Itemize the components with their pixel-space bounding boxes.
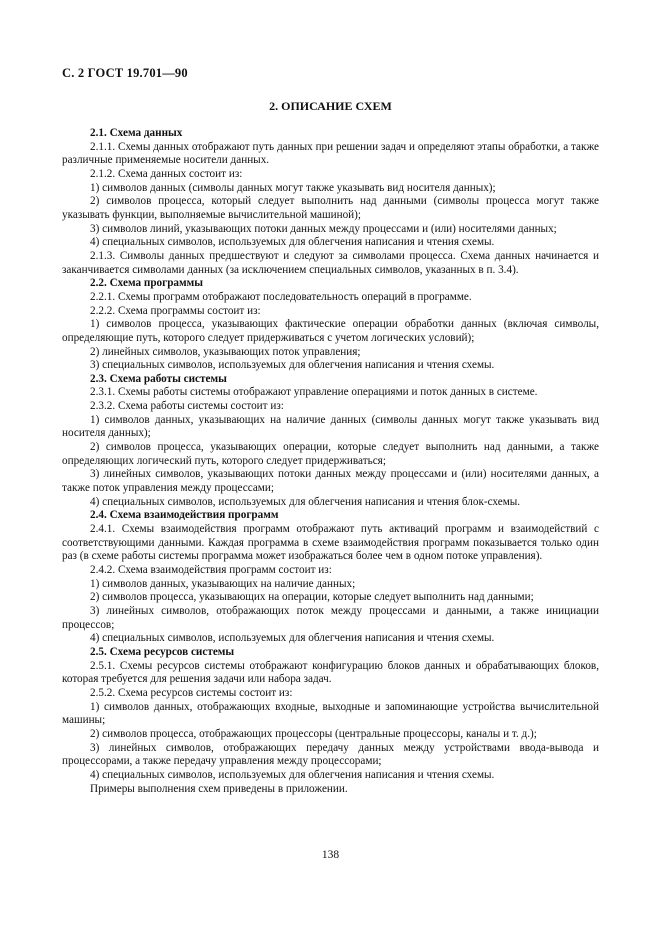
paragraph: 4) специальных символов, используемых для облегчения написания и чтения блок-схемы. <box>90 495 521 508</box>
paragraph: 3) специальных символов, используемых для облегчения написания и чтения схемы. <box>90 359 495 372</box>
paragraph: 3) линейных символов, отображающих поток между процессами и данными, а также инициации процессов; <box>62 604 599 631</box>
page-header: С. 2 ГОСТ 19.701—90 <box>62 66 188 80</box>
document-body <box>62 127 599 796</box>
paragraph: 2.5.1. Схемы ресурсов системы отображают конфигурацию блоков данных и обрабатывающих блоков, которая требуется для решения задачи или набора задач. <box>62 659 599 686</box>
paragraph: 1) символов процесса, указывающих фактические операции обработки данных (включая символы, определяющие путь, которого следует придерживаться с учетом логических условий); <box>62 318 599 344</box>
paragraph: 2) символов процесса, указывающих на операции, которые следует выполнить над данными; <box>90 591 534 604</box>
paragraph: 2.3.2. Схема работы системы состоит из: <box>90 400 284 413</box>
paragraph: 1) символов данных (символы данных могут также указывать вид носителя данных); <box>90 181 496 194</box>
paragraph: 2.1.1. Схемы данных отображают путь данных при решении задач и определяют этапы обработки, а также различные применяемые носители данных. <box>62 140 599 167</box>
subsection-heading: 2.3. Схема работы системы <box>90 372 227 385</box>
paragraph: 2.2.1. Схемы программ отображают последовательность операций в программе. <box>90 290 472 303</box>
paragraph: 2.5.2. Схема ресурсов системы состоит из: <box>90 686 293 699</box>
subsection-heading: 2.1. Схема данных <box>90 127 183 139</box>
subsection-heading: 2.4. Схема взаимодействия программ <box>90 509 279 522</box>
page-number: 138 <box>321 849 340 861</box>
paragraph: 2) символов процесса, отображающих процессоры (центральные процессоры, каналы и т. д.); <box>90 727 537 740</box>
subsection-heading: 2.5. Схема ресурсов системы <box>90 645 235 658</box>
paragraph: 4) специальных символов, используемых для облегчения написания и чтения схемы. <box>90 632 495 645</box>
paragraph: 3) линейных символов, указывающих потоки данных между процессами и (или) носителями данных, а также поток управления между процессами; <box>62 468 599 495</box>
paragraph: 2.1.3. Символы данных предшествуют и следуют за символами процесса. Схема данных начинается и заканчивается символами данных (за исключением специальных символов, указанных в п. 3.4). <box>62 249 599 276</box>
paragraph: 2.2.2. Схема программы состоит из: <box>90 304 261 317</box>
paragraph: Примеры выполнения схем приведены в приложении. <box>90 782 348 795</box>
paragraph: 3) линейных символов, отображающих передачу данных между устройствами ввода-вывода и процессорами, а также передачу управления между процессорами; <box>62 741 599 768</box>
paragraph: 2.1.2. Схема данных состоит из: <box>90 167 243 180</box>
paragraph: 2) символов процесса, который следует выполнить над данными (символы процесса могут также указывать функции, выполняемые вычислительной машиной); <box>62 195 599 221</box>
paragraph: 3) символов линий, указывающих потоки данных между процессами и (или) носителями данных; <box>90 222 557 235</box>
subsection-heading: 2.2. Схема программы <box>90 277 204 290</box>
paragraph: 2.4.2. Схема взаимодействия программ состоит из: <box>90 564 332 576</box>
paragraph: 2) линейных символов, указывающих поток управления; <box>90 345 361 358</box>
paragraph: 1) символов данных, отображающих входные, выходные и запоминающие устройства вычислительной машины; <box>62 700 599 727</box>
paragraph: 1) символов данных, указывающих на наличие данных; <box>90 577 356 590</box>
paragraph: 2.4.1. Схемы взаимодействия программ отображают путь активаций программ и взаимодействий с соответствующими данными. Каждая программа в схеме взаимодействия программ показывается только один раз (в схеме работы системы программа может изображаться более чем в одном потоке управления). <box>62 523 599 563</box>
section-title: 2. ОПИСАНИЕ СХЕМ <box>269 99 392 113</box>
paragraph: 2.3.1. Схемы работы системы отображают управление операциями и поток данных в системе. <box>90 386 538 399</box>
paragraph: 2) символов процесса, указывающих операции, которые следует выполнить над данными, а также определяющих логический путь, которого следует придерживаться; <box>62 441 599 467</box>
paragraph: 1) символов данных, указывающих на наличие данных (символы данных могут также указывать вид носителя данных); <box>62 413 599 440</box>
paragraph: 4) специальных символов, используемых для облегчения написания и чтения схемы. <box>90 236 495 249</box>
paragraph: 4) специальных символов, используемых для облегчения написания и чтения схемы. <box>90 768 495 781</box>
